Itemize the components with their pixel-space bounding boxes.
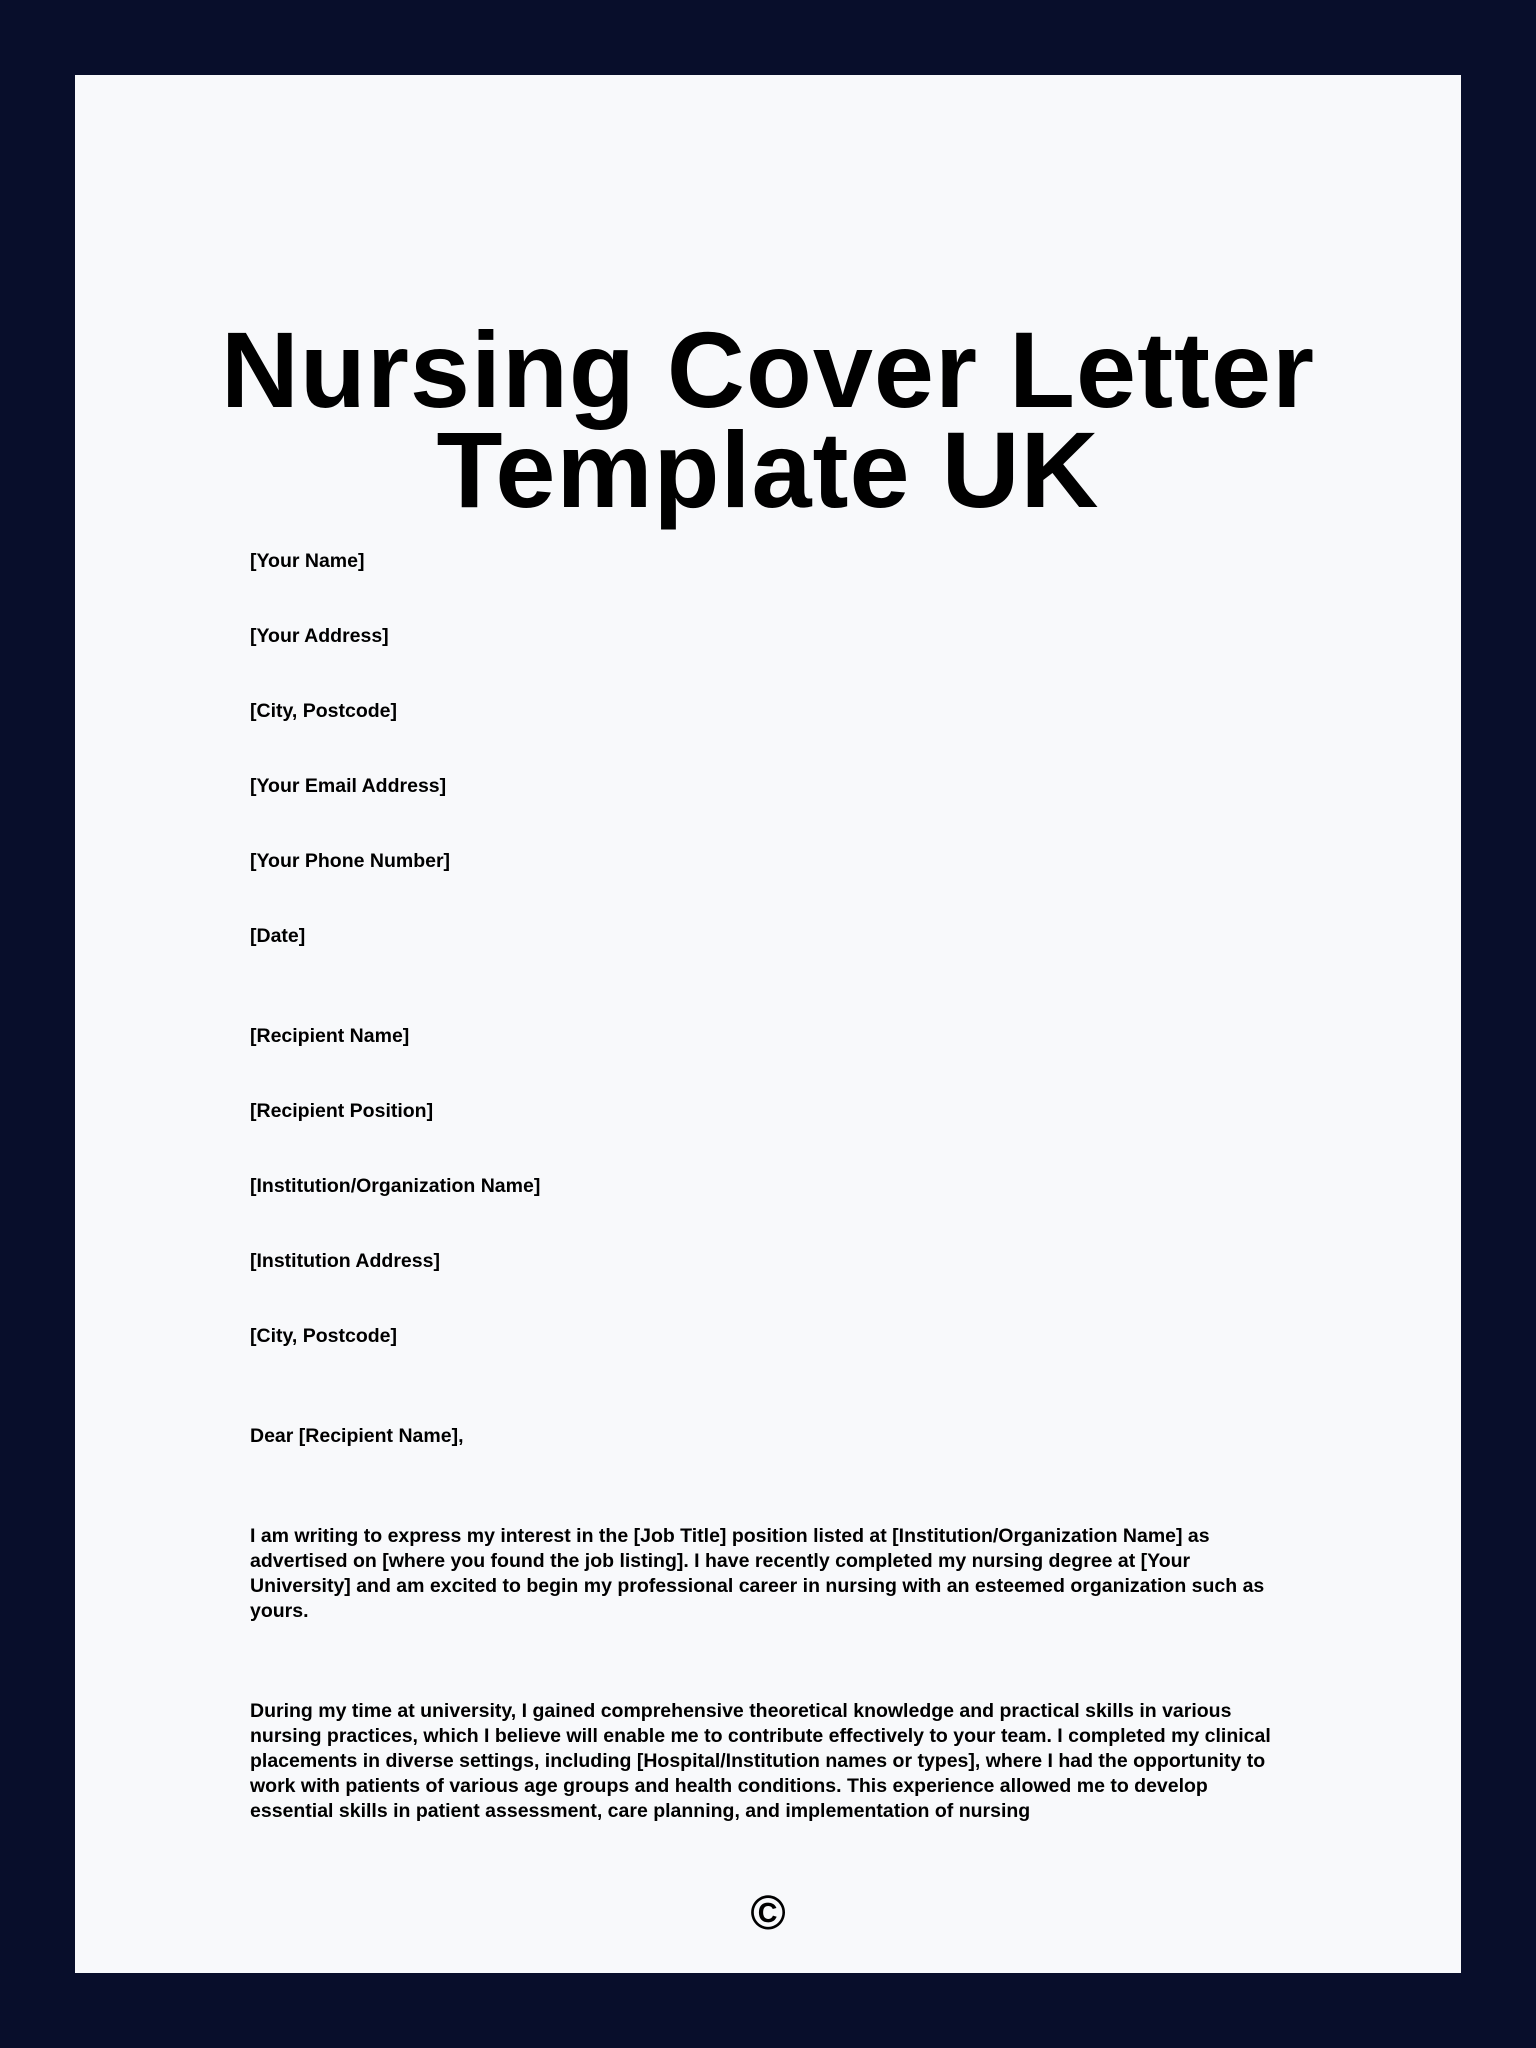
sender-name: [Your Name] (250, 550, 365, 572)
recipient-name: [Recipient Name] (250, 1025, 410, 1047)
recipient-position: [Recipient Position] (250, 1100, 434, 1122)
document-title: Nursing Cover Letter Template UK (220, 309, 1316, 530)
recipient-city-postcode: [City, Postcode] (250, 1325, 397, 1347)
sender-email: [Your Email Address] (250, 775, 447, 797)
sender-city-postcode: [City, Postcode] (250, 700, 397, 722)
body-paragraph-1: I am writing to express my interest in the [Job Title] position listed at [Institution/Organization Name] as advertised on [where you found the job listing]. I have recently completed my nursing degree at [Your University] and am excited to begin my professional career in nursing with an esteemed organization such as yours. (250, 1525, 1265, 1622)
letter-date: [Date] (250, 925, 306, 947)
copyright-icon: © (750, 1887, 786, 1940)
recipient-address: [Institution Address] (250, 1250, 440, 1272)
document-page (75, 75, 1461, 1973)
body-paragraph-2: During my time at university, I gained comprehensive theoretical knowledge and practical skills in various nursing practices, which I believe will enable me to contribute effectively to your team. I completed my clinical placements in diverse settings, including [Hospital/Institution names or types], where I had the opportunity to work with patients of various age groups and health conditions. This experience allowed me to develop essential skills in patient assessment, care planning, and implementation of nursing (250, 1700, 1271, 1822)
salutation: Dear [Recipient Name], (250, 1425, 464, 1447)
recipient-institution: [Institution/Organization Name] (250, 1175, 541, 1197)
sender-address: [Your Address] (250, 625, 389, 647)
sender-phone: [Your Phone Number] (250, 850, 451, 872)
